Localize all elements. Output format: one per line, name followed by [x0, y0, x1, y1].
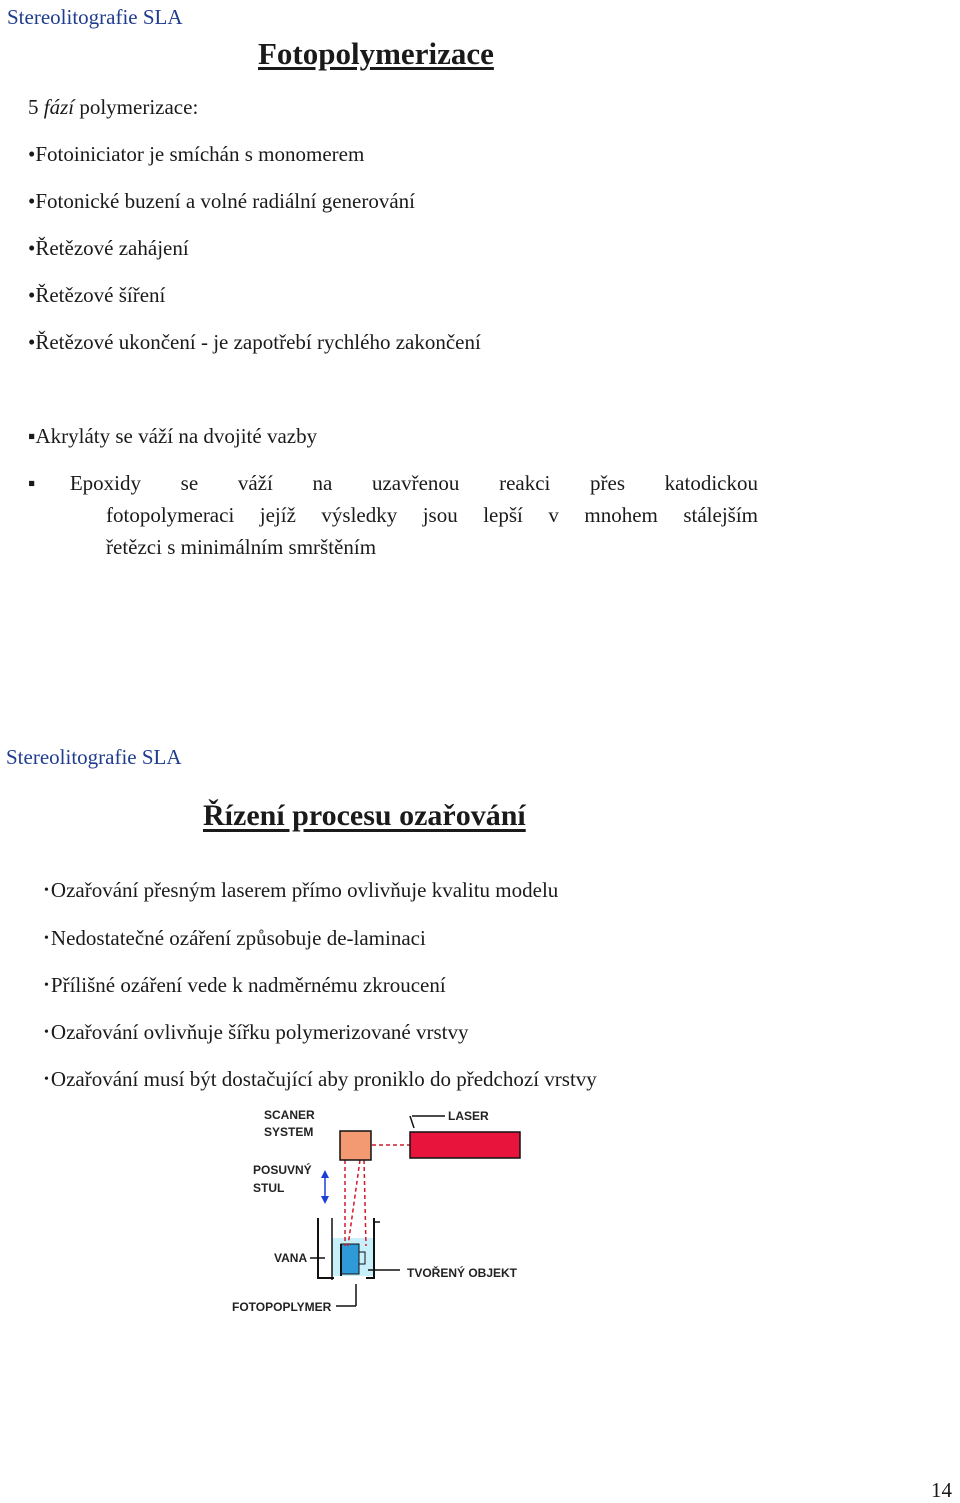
intro-prefix: 5: [28, 95, 44, 119]
bullet-icon: •: [28, 330, 36, 354]
note-text: Akryláty se váží na dvojité vazby: [35, 424, 318, 448]
phase-text: Řetězové zahájení: [35, 236, 189, 260]
label-fotopolymer: FOTOPOPLYMER: [232, 1300, 332, 1314]
note-text: Epoxidy se váží na uzavřenou reakci přes katodickou: [69, 471, 758, 495]
built-object: [341, 1244, 359, 1274]
intro-suffix: polymerizace:: [74, 95, 199, 119]
bullet-icon: •: [28, 142, 36, 166]
item-text: Ozařování musí být dostačující aby proniklo do předchozí vrstvy: [50, 1067, 597, 1091]
label-system: SYSTEM: [264, 1125, 314, 1139]
bullet-icon: •: [44, 1025, 49, 1040]
phase-text: Řetězové šíření: [35, 283, 166, 307]
phase-text: Fotonické buzení a volné radiální generování: [35, 189, 415, 213]
label-stul: STUL: [253, 1181, 285, 1195]
laser-source: [410, 1132, 520, 1158]
label-vana: VANA: [274, 1251, 308, 1265]
bullet-icon: •: [44, 931, 49, 946]
intro-italic: fází: [43, 95, 75, 119]
note-epoxides-cont: řetězci s minimálním smrštěním: [106, 535, 377, 559]
phase-text: Fotoiniciator je smíchán s monomerem: [35, 142, 365, 166]
label-laser: LASER: [448, 1109, 489, 1123]
bullet-icon: •: [44, 978, 49, 993]
laser-leader: [410, 1116, 414, 1128]
arrow-up-icon: [321, 1170, 329, 1178]
bullet-icon: •: [44, 1072, 49, 1087]
section2-title: Řízení procesu ozařování: [203, 799, 526, 832]
bullet-icon: •: [28, 283, 36, 307]
laser-beam: [364, 1160, 366, 1246]
item-text: Ozařování ovlivňuje šířku polymerizované vrstvy: [50, 1020, 469, 1044]
note-epoxides-cont: fotopolymeraci jejíž výsledky jsou lepší v mnohem stálejším: [106, 503, 758, 527]
label-object: TVOŘENÝ OBJEKT: [407, 1266, 518, 1280]
bullet-icon: •: [28, 189, 36, 213]
phase-text: Řetězové ukončení - je zapotřebí rychlého zakončení: [35, 330, 481, 354]
bullet-icon: •: [44, 883, 49, 898]
square-bullet-icon: ▪: [28, 424, 36, 448]
arrow-down-icon: [321, 1196, 329, 1204]
page-number: 14: [931, 1478, 952, 1502]
item-text: Nedostatečné ozáření způsobuje de-laminaci: [50, 926, 426, 950]
item-text: Ozařování přesným laserem přímo ovlivňuje kvalitu modelu: [50, 878, 559, 902]
label-posuvny: POSUVNÝ: [253, 1163, 312, 1177]
section1-title: Fotopolymerizace: [258, 36, 494, 71]
section1-header: Stereolitografie SLA: [7, 5, 183, 29]
square-bullet-icon: ▪: [28, 471, 70, 495]
section2-header: Stereolitografie SLA: [6, 745, 182, 769]
laser-beam: [348, 1160, 360, 1246]
scanner-system: [340, 1131, 371, 1160]
bullet-icon: •: [28, 236, 36, 260]
item-text: Přílišné ozáření vede k nadměrnému zkroucení: [50, 973, 446, 997]
label-scaner: SCANER: [264, 1108, 315, 1122]
